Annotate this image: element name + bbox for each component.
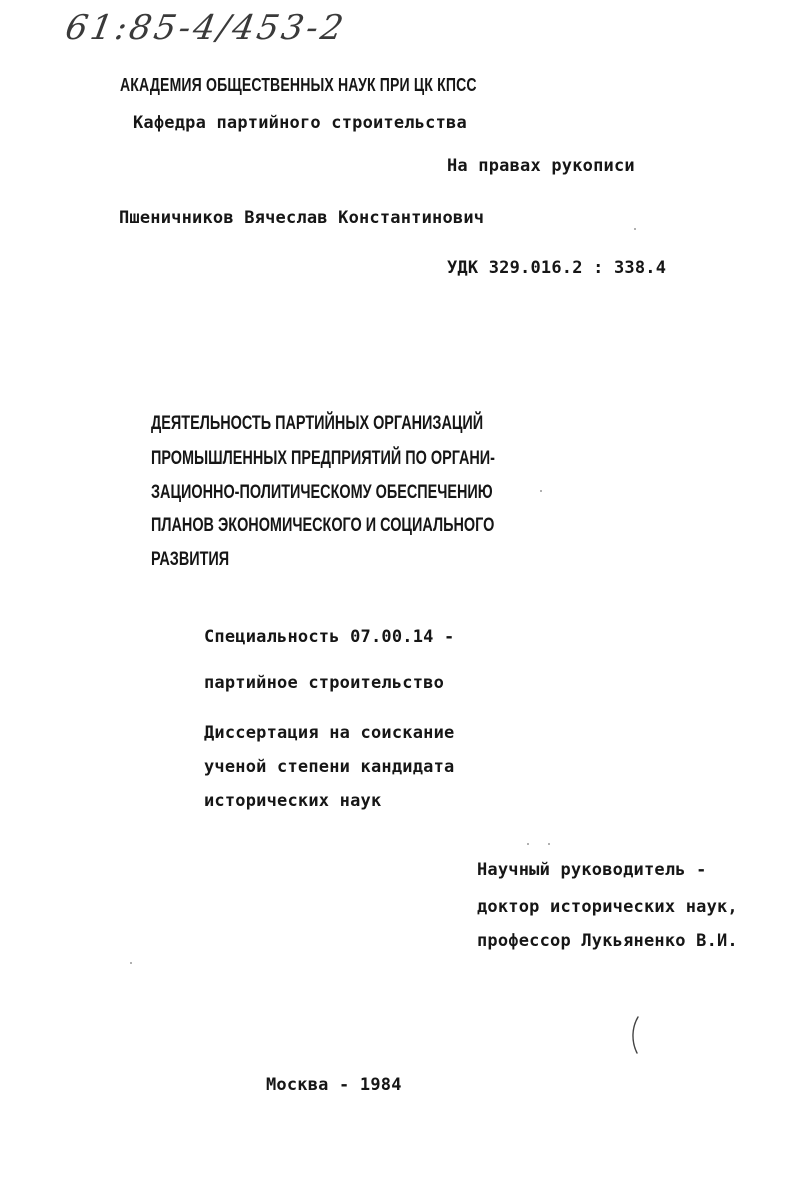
manuscript-rights: На правах рукописи bbox=[447, 156, 635, 176]
scan-speck bbox=[527, 843, 529, 845]
title-line-1: ДЕЯТЕЛЬНОСТЬ ПАРТИЙНЫХ ОРГАНИЗАЦИЙ bbox=[151, 412, 484, 434]
department-name: Кафедра партийного строительства bbox=[133, 113, 467, 133]
title-line-3: ЗАЦИОННО-ПОЛИТИЧЕСКОМУ ОБЕСПЕЧЕНИЮ bbox=[151, 481, 493, 503]
author-name: Пшеничников Вячеслав Константинович bbox=[119, 208, 485, 228]
city-year: Москва - 1984 bbox=[266, 1075, 402, 1095]
specialty-name: партийное строительство bbox=[204, 673, 445, 693]
title-line-4: ПЛАНОВ ЭКОНОМИЧЕСКОГО И СОЦИАЛЬНОГО bbox=[151, 514, 495, 536]
dissertation-line-2: ученой степени кандидата bbox=[204, 757, 455, 777]
supervisor-degree: доктор исторических наук, bbox=[477, 897, 738, 917]
title-line-2: ПРОМЫШЛЕННЫХ ПРЕДПРИЯТИЙ ПО ОРГАНИ- bbox=[151, 447, 495, 469]
scan-speck bbox=[548, 843, 550, 845]
dissertation-line-1: Диссертация на соискание bbox=[204, 723, 455, 743]
specialty-code: Специальность 07.00.14 - bbox=[204, 627, 455, 647]
title-line-5: РАЗВИТИЯ bbox=[151, 548, 230, 570]
scan-speck bbox=[634, 228, 636, 230]
supervisor-title: Научный руководитель - bbox=[477, 860, 707, 880]
scan-speck bbox=[130, 962, 132, 964]
pen-mark bbox=[628, 1015, 642, 1055]
supervisor-name: профессор Лукьяненко В.И. bbox=[477, 931, 738, 951]
handwritten-catalog-number: 61:85-4/453-2 bbox=[62, 8, 350, 48]
udc-code: УДК 329.016.2 : 338.4 bbox=[447, 258, 667, 278]
scan-speck bbox=[540, 490, 542, 492]
academy-name: АКАДЕМИЯ ОБЩЕСТВЕННЫХ НАУК ПРИ ЦК КПСС bbox=[120, 74, 477, 95]
dissertation-line-3: исторических наук bbox=[204, 791, 382, 811]
